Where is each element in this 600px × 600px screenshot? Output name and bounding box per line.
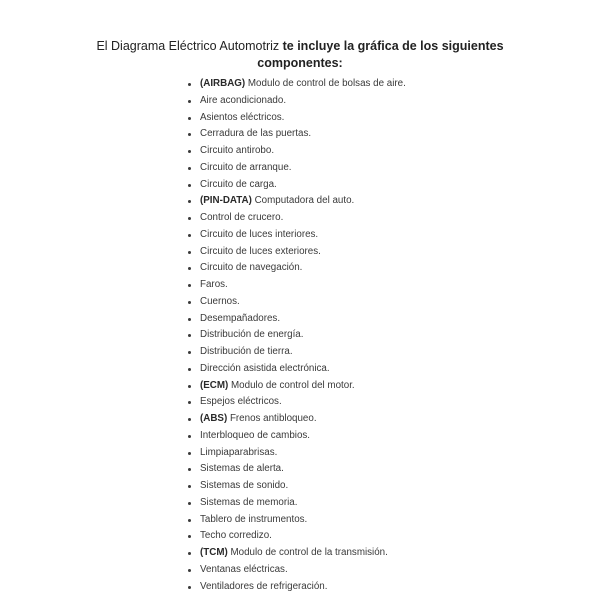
bullet-icon [188,217,191,220]
component-list-item [186,461,406,478]
bullet-icon [188,452,191,455]
bullet-icon [188,351,191,354]
component-list-item [186,126,406,143]
bullet-icon [188,368,191,371]
component-list-item [186,227,406,244]
bullet-icon [188,502,191,505]
bullet-icon [188,535,191,538]
component-label: Cuernos. [200,295,240,307]
component-list-item [186,76,406,93]
component-list-item [186,545,406,562]
bullet-icon [188,401,191,404]
component-label: Tablero de instrumentos. [200,513,308,525]
component-list-item [186,344,406,361]
component-label: Limpiaparabrisas. [200,446,278,458]
component-label: Circuito antirobo. [200,145,275,156]
bullet-icon [188,334,191,337]
component-list-item [186,160,406,177]
component-list-item [186,579,406,596]
component-label: Modulo de control del motor. [228,379,355,391]
component-code: (ECM) [200,379,229,391]
bullet-icon [188,184,191,187]
bullet-icon [188,485,191,488]
component-list-item [186,445,406,462]
page-heading [0,38,600,72]
heading-line-1 [0,38,600,55]
component-label: Circuito de luces exteriores. [200,245,321,257]
component-label: Dirección asistida electrónica. [200,362,330,374]
heading-emphasis: te incluye la gráfica de los siguientes [282,39,504,53]
component-label: Sistemas de memoria. [200,496,298,508]
component-list-item [186,193,406,210]
component-list-item [186,428,406,445]
component-list-item [186,177,406,194]
component-label: Circuito de carga. [200,178,277,190]
component-list-item [186,210,406,227]
component-list-item [186,378,406,395]
component-label: Circuito de luces interiores. [200,228,319,240]
bullet-icon [188,133,191,136]
component-label: Circuito de navegación. [200,262,303,274]
component-list-item [186,143,406,160]
component-label: Computadora del auto. [251,195,355,207]
bullet-icon [188,284,191,287]
component-label: Sistemas de alerta. [200,463,284,475]
bullet-icon [188,150,191,153]
bullet-icon [188,552,191,555]
bullet-icon [188,100,191,103]
component-list-item [186,244,406,261]
component-label: Circuito de arranque. [200,161,292,173]
component-list-item [186,562,406,579]
component-list-item [186,528,406,545]
bullet-icon [188,569,191,572]
component-list-item [186,260,406,277]
component-code: (TCM) [200,547,228,558]
component-label: Cerradura de las puertas. [200,128,312,140]
component-label: Control de crucero. [200,212,284,223]
component-label: Asientos eléctricos. [200,111,285,123]
component-label: Espejos eléctricos. [200,396,282,408]
bullet-icon [188,200,191,203]
component-label: Ventiladores de refrigeración. [200,580,328,592]
component-label: Ventanas eléctricas. [200,563,288,575]
component-label: Faros. [200,279,228,290]
component-list-item [186,327,406,344]
component-label: Distribución de tierra. [200,346,293,357]
component-list-item [186,394,406,411]
component-label: Aire acondicionado. [200,94,287,106]
bullet-icon [188,435,191,438]
component-label: Modulo de control de la transmisión. [227,547,388,558]
bullet-icon [188,117,191,120]
bullet-icon [188,519,191,522]
bullet-icon [188,301,191,304]
component-label: Sistemas de sonido. [200,480,289,491]
bullet-icon [188,385,191,388]
component-code: (PIN-DATA) [200,195,252,207]
component-label: Distribución de energía. [200,329,304,341]
component-list-item [186,478,406,495]
component-list-item [186,277,406,294]
component-list-item [186,411,406,428]
bullet-icon [188,267,191,270]
bullet-icon [188,234,191,237]
component-list-item [186,294,406,311]
component-list-item [186,495,406,512]
bullet-icon [188,167,191,170]
component-list-item [186,93,406,110]
bullet-icon [188,251,191,254]
component-list-item [186,311,406,328]
bullet-icon [188,418,191,421]
bullet-icon [188,468,191,471]
component-label: Techo corredizo. [200,530,272,542]
component-list-item [186,361,406,378]
bullet-icon [188,586,191,589]
component-label: Frenos antibloqueo. [227,413,317,424]
heading-line-2: componentes: [257,56,343,70]
component-code: (AIRBAG) [200,78,246,89]
component-label: Desempañadores. [200,312,281,324]
component-label: Interbloqueo de cambios. [200,429,311,441]
bullet-icon [188,318,191,321]
bullet-icon [188,83,191,86]
heading-intro: El Diagrama Eléctrico Automotriz [96,39,283,53]
component-list [186,76,406,595]
component-code: (ABS) [200,413,228,424]
component-list-item [186,110,406,127]
component-label: Modulo de control de bolsas de aire. [245,78,406,89]
component-list-item [186,512,406,529]
